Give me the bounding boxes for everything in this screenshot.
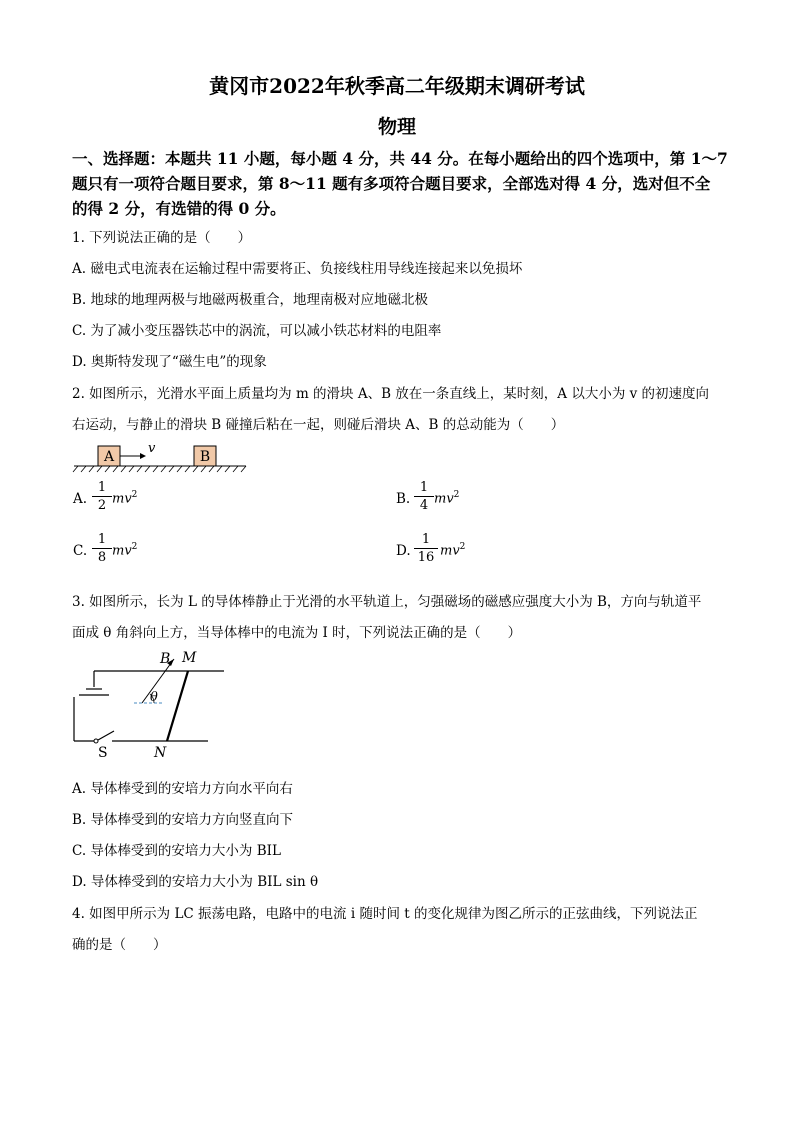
section-instruction-line1: 一、选择题：本题共 11 小题，每小题 4 分，共 44 分。在每小题给出的四个选项中，第 1～7	[72, 149, 728, 168]
fraction: 1 8	[92, 532, 112, 565]
section-instruction-line2: 题只有一项符合题目要求，第 8～11 题有多项符合题目要求，全部选对得 4 分，选对但不全	[72, 174, 711, 193]
q3-stem-line2: 面成 θ 角斜向上方，当导体棒中的电流为 I 时，下列说法正确的是（ ）	[72, 625, 522, 641]
q2-figure	[70, 438, 250, 478]
label-b: B	[160, 651, 171, 667]
q3-option-c: C. 导体棒受到的安培力大小为 BIL	[72, 843, 281, 859]
q3-option-a: A. 导体棒受到的安培力方向水平向右	[72, 781, 293, 797]
fraction: 1 16	[414, 532, 438, 565]
switch-label: S	[98, 745, 108, 761]
exam-title: 黄冈市2022年秋季高二年级期末调研考试	[209, 74, 585, 98]
block-a-label: A	[103, 449, 115, 465]
label-m: M	[182, 650, 197, 666]
q3-stem-line1: 3. 如图所示，长为 L 的导体棒静止于光滑的水平轨道上，匀强磁场的磁感应强度大小为 B，方向与轨道平	[72, 594, 702, 610]
label-theta: θ	[150, 690, 158, 705]
block-b-label: B	[199, 449, 211, 465]
label-n: N	[154, 745, 167, 761]
q2-stem-line2: 右运动，与静止的滑块 B 碰撞后粘在一起，则碰后滑块 A、B 的总动能为（ ）	[72, 417, 565, 433]
q2-stem-line1: 2. 如图所示，光滑水平面上质量均为 m 的滑块 A、B 放在一条直线上，某时刻，A 以大小为 v 的初速度向	[72, 386, 710, 402]
velocity-label: v	[148, 441, 156, 456]
switch-blade	[98, 731, 114, 740]
q3-option-b: B. 导体棒受到的安培力方向竖直向下	[72, 812, 294, 828]
q1-option-c: C. 为了减小变压器铁芯中的涡流，可以减小铁芯材料的电阻率	[72, 323, 442, 339]
q1-option-d: D. 奥斯特发现了“磁生电”的现象	[72, 354, 267, 370]
q4-stem-line1: 4. 如图甲所示为 LC 振荡电路，电路中的电流 i 随时间 t 的变化规律为图乙所示的正弦曲线，下列说法正	[72, 906, 698, 922]
q4-stem-line2: 确的是（ ）	[72, 937, 167, 953]
section-instruction-line3: 的得 2 分，有选错的得 0 分。	[72, 199, 286, 218]
fraction: 1 2	[92, 480, 112, 513]
subject-title: 物理	[377, 116, 416, 138]
q1-option-b: B. 地球的地理两极与地磁两极重合，地理南极对应地磁北极	[72, 292, 429, 308]
switch-pivot	[94, 739, 98, 743]
conductor-rod	[167, 671, 188, 741]
q1-stem: 1. 下列说法正确的是（ ）	[72, 230, 252, 246]
ground-hatching	[73, 466, 246, 472]
q1-option-a: A. 磁电式电流表在运输过程中需要将正、负接线柱用导线连接起来以免损坏	[72, 261, 523, 277]
q3-option-d: D. 导体棒受到的安培力大小为 BIL sin θ	[72, 874, 319, 890]
fraction: 1 4	[414, 480, 434, 513]
q3-figure	[66, 645, 236, 765]
velocity-arrow-head	[140, 453, 146, 459]
